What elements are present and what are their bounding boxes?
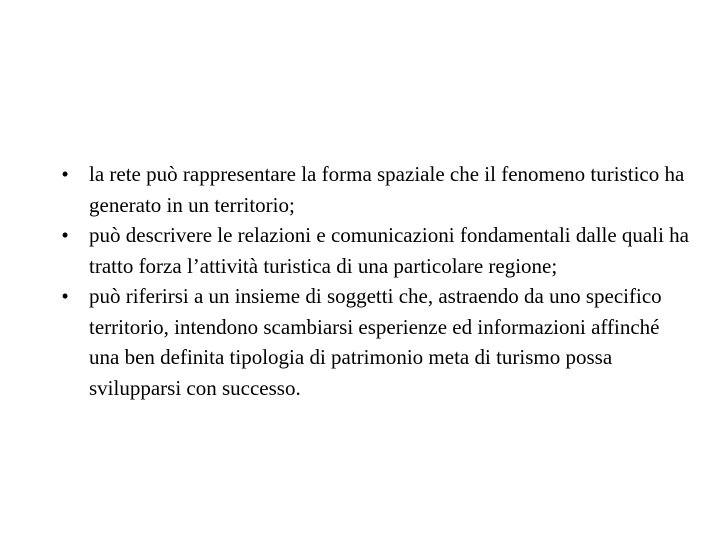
bullet-text-2: può descrivere le relazioni e comunicazioni fondamentali dalle quali ha tratto forza l’attività turistica di una particolare regione; xyxy=(89,223,689,278)
bullet-icon: • xyxy=(61,284,69,308)
bullet-item-1 xyxy=(55,159,695,220)
bullet-item-2 xyxy=(55,220,695,281)
bullet-item-3 xyxy=(55,281,695,403)
bullet-icon: • xyxy=(61,223,69,247)
bullet-text-3: può riferirsi a un insieme di soggetti che, astraendo da uno specifico territorio, intendono scambiarsi esperienze ed informazioni affinché una ben definita tipologia di patrimonio meta di turismo possa svilupparsi con successo. xyxy=(89,284,662,400)
bullet-icon: • xyxy=(61,162,69,186)
bullet-list xyxy=(55,159,695,403)
bullet-text-1: la rete può rappresentare la forma spaziale che il fenomeno turistico ha generato in un territorio; xyxy=(89,162,685,217)
